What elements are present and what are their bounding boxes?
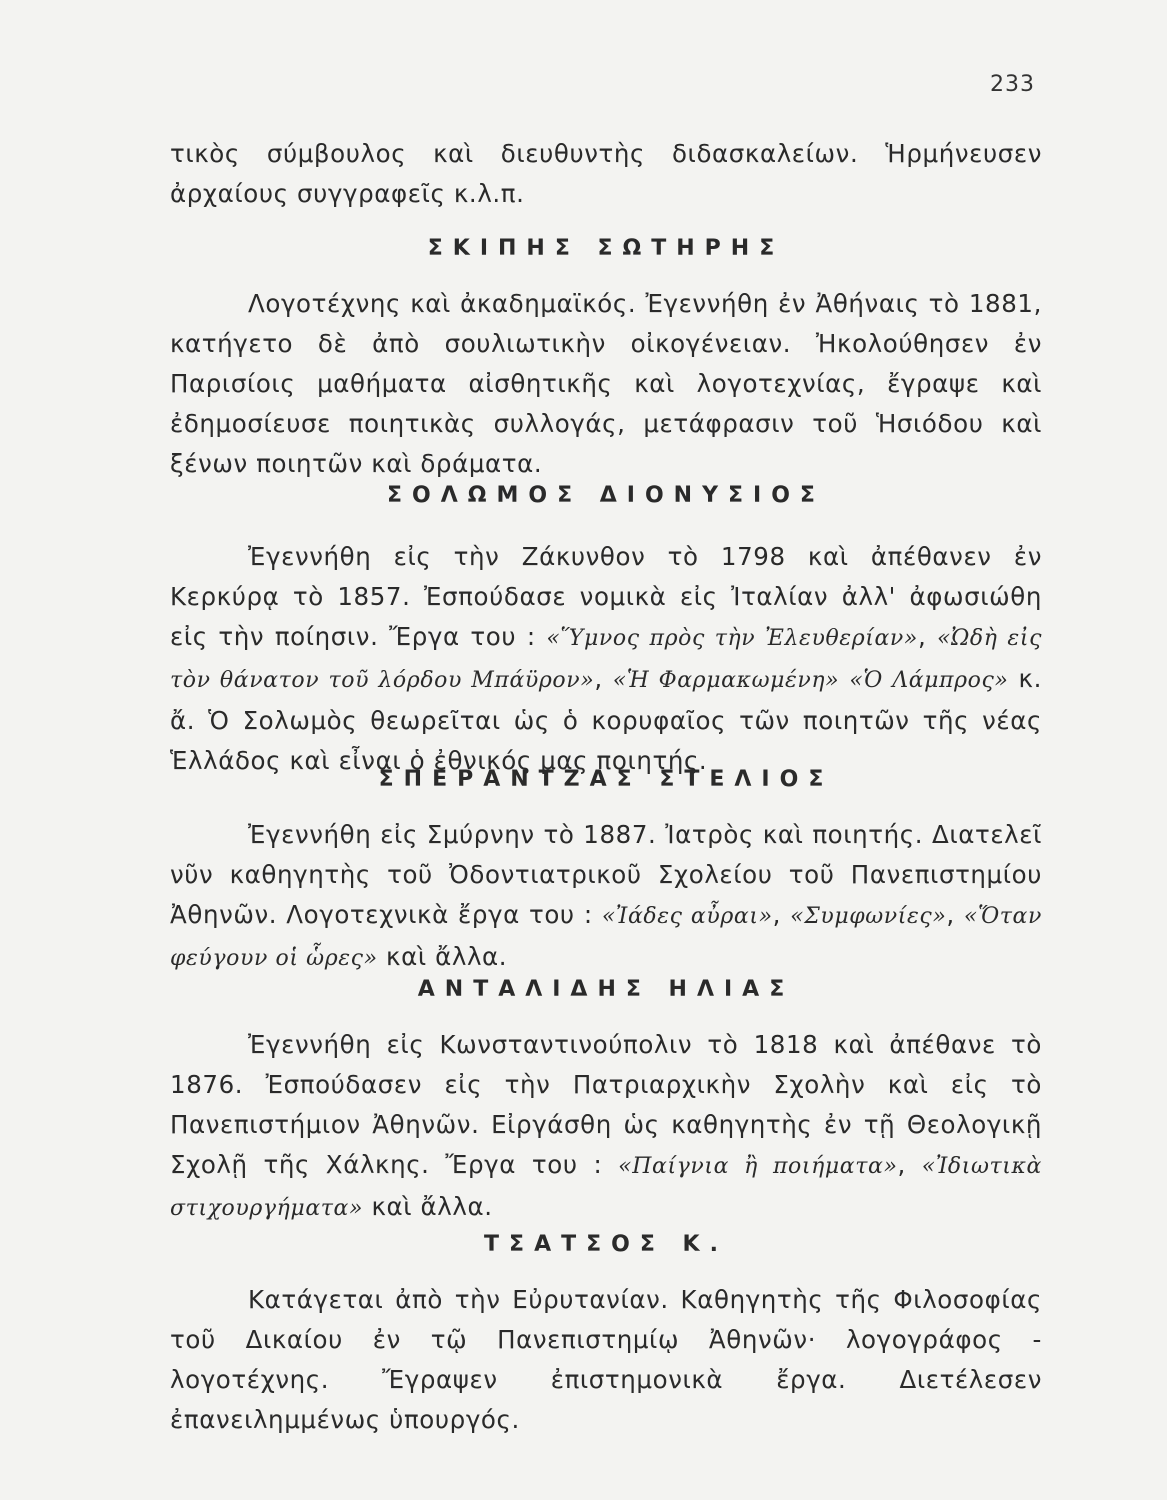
entry-body: Ἐγεννήθη εἰς τὴν Ζάκυνθον τὸ 1798 καὶ ἀπέθανεν ἐν Κερκύρᾳ τὸ 1857. Ἐσπούδασε νομικὰ εἰς Ἰταλίαν ἀλλ' ἀφωσιώθη εἰς τὴν ποίησιν. Ἔργα του : «Ὕμνος πρὸς τὴν Ἐλευθερίαν», «Ὠδὴ εἰς τὸν θάνατον τοῦ λόρδου Μπάϋρον», «Ἡ Φαρμακωμένη» «Ὁ Λάμπρος» κ. ἄ. Ὁ Σολωμὸς θεωρεῖται ὡς ὁ κορυφαῖος τῶν ποιητῶν τῆς νέας Ἑλλάδος καὶ εἶναι ὁ ἐθνικός μας ποιητής. [170,542,1042,775]
entry-body-text: Ἐγεννήθη εἰς Σμύρνην τὸ 1887. Ἰατρὸς καὶ ποιητής. Διατελεῖ νῦν καθηγητὴς τοῦ Ὀδοντιατρικοῦ Σχολείου τοῦ Πανεπιστημίου Ἀθηνῶν. Λογοτεχνικὰ ἔργα του : [170,820,1042,929]
entry-solomos [170,481,1042,781]
entry-body-text: καὶ ἄλλα. [377,942,508,971]
entry-body-text: Ἐγεννήθη εἰς τὴν Ζάκυνθον τὸ 1798 καὶ ἀπέθανεν ἐν Κερκύρᾳ τὸ 1857. Ἐσπούδασε νομικὰ εἰς Ἰταλίαν ἀλλ' ἀφωσιώθη εἰς τὴν ποίησιν. Ἔργα του : [170,542,1042,651]
entry-body-text: καὶ ἄλλα. [363,1192,493,1221]
entry-body-text: Ἐγεννήθη εἰς Κωνσταντινούπολιν τὸ 1818 καὶ ἀπέθανε τὸ 1876. Ἐσπούδασεν εἰς τὴν Πατριαρχικὴν Σχολὴν καὶ εἰς τὸ Πανεπιστήμιον Ἀθηνῶν. Εἰργάσθη ὡς καθηγητὴς ἐν τῇ Θεολογικῇ Σχολῇ τῆς Χάλκης. Ἔργα του : [170,1030,1042,1179]
entry-heading: ΤΣΑΤΣΟΣ Κ. [484,1232,728,1257]
entry-heading: ΑΝΤΑΛΙΔΗΣ ΗΛΙΑΣ [417,977,795,1002]
entry-heading: ΣΟΛΩΜΟΣ ΔΙΟΝΥΣΙΟΣ [387,483,825,508]
entry-heading: ΣΚΙΠΗΣ ΣΩΤΗΡΗΣ [427,236,785,261]
entry-body: Κατάγεται ἀπὸ τὴν Εὐρυτανίαν. Καθηγητὴς τῆς Φιλοσοφίας τοῦ Δικαίου ἐν τῷ Πανεπιστημίῳ Ἀθηνῶν· λογογράφος - λογοτέχνης. Ἔγραψεν ἐπιστημονικὰ ἔργα. Διετέλεσεν ἐπανειλημμένως ὑπουργός. [170,1285,1042,1434]
work-title: «Ὁ Λάμπρος» [849,668,1009,693]
work-title: «Ὕμνος πρὸς τὴν Ἐλευθερίαν» [546,626,918,651]
work-title: «Ὅταν φεύγουν οἱ ὧρες» [170,904,1042,971]
entry-tsatsos [170,1230,1042,1440]
page-number: 233 [990,72,1035,97]
entry-heading: ΣΠΕΡΑΝΤΖΑΣ ΣΤΕΛΙΟΣ [378,767,834,792]
work-title: «Ἰάδες αὖραι» [601,904,773,929]
work-title: «Ἡ Φαρμακωμένη» [612,668,840,693]
entry-body: Ἐγεννήθη εἰς Σμύρνην τὸ 1887. Ἰατρὸς καὶ ποιητής. Διατελεῖ νῦν καθηγητὴς τοῦ Ὀδοντιατρικοῦ Σχολείου τοῦ Πανεπιστημίου Ἀθηνῶν. Λογοτεχνικὰ ἔργα του : «Ἰάδες αὖραι», «Συμφωνίες», «Ὅταν φεύγουν οἱ ὧρες» καὶ ἄλλα. [170,820,1042,971]
entry-sperantzas [170,765,1042,979]
entry-antalidis [170,975,1042,1229]
entry-body: Λογοτέχνης καὶ ἀκαδημαϊκός. Ἐγεννήθη ἐν Ἀθήναις τὸ 1881, κατήγετο δὲ ἀπὸ σουλιωτικὴν οἰκογένειαν. Ἠκολούθησεν ἐν Παρισίοις μαθήματα αἰσθητικῆς καὶ λογοτεχνίας, ἔγραψε καὶ ἐδημοσίευσε ποιητικὰς συλλογάς, μετάφρασιν τοῦ Ἡσιόδου καὶ ξένων ποιητῶν καὶ δράματα. [170,289,1042,478]
work-title: «Συμφωνίες» [790,904,947,929]
entry-body-text: κ. ἄ. Ὁ Σολωμὸς θεωρεῖται ὡς ὁ κορυφαῖος τῶν ποιητῶν τῆς νέας Ἑλλάδος καὶ εἶναι ὁ ἐθνικός μας ποιητής. [170,664,1042,775]
intro-paragraph: τικὸς σύμβουλος καὶ διευθυντὴς διδασκαλείων. Ἡρμήνευσεν ἀρχαίους συγγραφεῖς κ.λ.π. [170,139,1042,208]
entry-skipis [170,234,1042,484]
entry-body: Ἐγεννήθη εἰς Κωνσταντινούπολιν τὸ 1818 καὶ ἀπέθανε τὸ 1876. Ἐσπούδασεν εἰς τὴν Πατριαρχικὴν Σχολὴν καὶ εἰς τὸ Πανεπιστήμιον Ἀθηνῶν. Εἰργάσθη ὡς καθηγητὴς ἐν τῇ Θεολογικῇ Σχολῇ τῆς Χάλκης. Ἔργα του : «Παίγνια ἢ ποιήματα», «Ἰδιωτικὰ στιχουργήματα» καὶ ἄλλα. [170,1030,1043,1221]
work-title: «Ὠδὴ εἰς τὸν θάνατον τοῦ λόρδου Μπάϋρον» [170,626,1042,693]
intro-section [170,134,1042,214]
work-title: «Ἰδιωτικὰ στιχουργήματα» [170,1154,1043,1221]
work-title: «Παίγνια ἢ ποιήματα» [618,1154,898,1179]
